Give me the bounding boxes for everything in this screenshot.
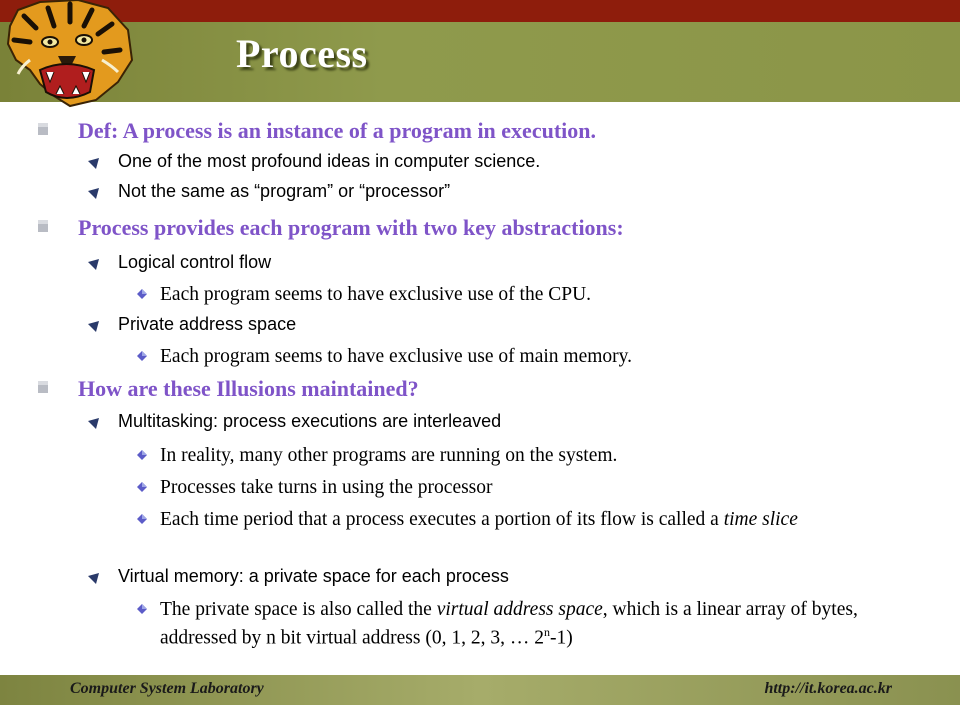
arrow-bullet-icon <box>88 188 99 199</box>
bullet-text: How are these Illusions maintained? <box>78 376 419 401</box>
sub-bullet-text: Not the same as “program” or “processor” <box>118 181 451 201</box>
arrow-bullet-icon <box>88 158 99 169</box>
square-bullet-icon <box>38 381 48 393</box>
bullet-abstractions <box>78 215 624 241</box>
square-bullet-icon <box>38 220 48 232</box>
arrow-bullet-icon <box>88 259 99 270</box>
sub-bullet <box>118 181 450 202</box>
diamond-bullet-icon <box>137 514 147 524</box>
slide-title: Process <box>236 31 368 76</box>
bullet-text: Def: A process is an instance of a program in execution. <box>78 118 596 143</box>
diamond-bullet-icon <box>137 289 147 299</box>
detail-text: Processes take turns in using the processor <box>160 477 493 498</box>
footer-bar <box>0 675 960 705</box>
sub-bullet <box>118 411 501 432</box>
bullet-illusions <box>78 376 419 402</box>
footer-lab-name: Computer System Laboratory <box>70 680 264 697</box>
detail-text: -1) <box>549 627 573 649</box>
arrow-bullet-icon <box>88 321 99 332</box>
sub-bullet-text: Logical control flow <box>118 252 272 272</box>
detail-emphasis: virtual address space <box>436 599 603 620</box>
detail-bullet <box>160 345 860 368</box>
diamond-bullet-icon <box>137 482 147 492</box>
footer-url: http://it.korea.ac.kr <box>764 680 892 697</box>
arrow-bullet-icon <box>88 418 99 429</box>
bullet-definition <box>78 118 596 144</box>
detail-text: , which is a linear array of bytes, addressed by n bit virtual address (0, 1, 2, 3, … 2 <box>160 599 858 649</box>
detail-text: The private space is also called the <box>160 599 437 620</box>
detail-bullet <box>160 283 860 306</box>
detail-text: Each program seems to have exclusive use of the CPU. <box>160 284 592 305</box>
detail-bullet <box>160 444 860 467</box>
sub-bullet-text: Virtual memory: a private space for each process <box>118 566 509 586</box>
diamond-bullet-icon <box>137 450 147 460</box>
superscript: n <box>543 625 550 639</box>
sub-bullet-text: One of the most profound ideas in computer science. <box>118 151 541 171</box>
square-bullet-icon <box>38 123 48 135</box>
detail-bullet <box>160 476 860 499</box>
diamond-bullet-icon <box>137 604 147 614</box>
sub-bullet <box>118 151 540 172</box>
arrow-bullet-icon <box>88 573 99 584</box>
sub-bullet <box>118 314 296 335</box>
sub-bullet <box>118 252 271 273</box>
detail-text: Each time period that a process executes a portion of its flow is called a <box>160 509 724 530</box>
sub-bullet-text: Multitasking: process executions are interleaved <box>118 411 502 431</box>
detail-emphasis: time slice <box>723 509 798 530</box>
sub-bullet-text: Private address space <box>118 314 297 334</box>
diamond-bullet-icon <box>137 351 147 361</box>
detail-bullet <box>160 598 895 650</box>
sub-bullet <box>118 566 509 587</box>
detail-text: Each program seems to have exclusive use of main memory. <box>160 346 632 367</box>
detail-text: In reality, many other programs are running on the system. <box>160 445 618 466</box>
bullet-text: Process provides each program with two key abstractions: <box>78 215 624 240</box>
detail-bullet <box>160 508 880 531</box>
